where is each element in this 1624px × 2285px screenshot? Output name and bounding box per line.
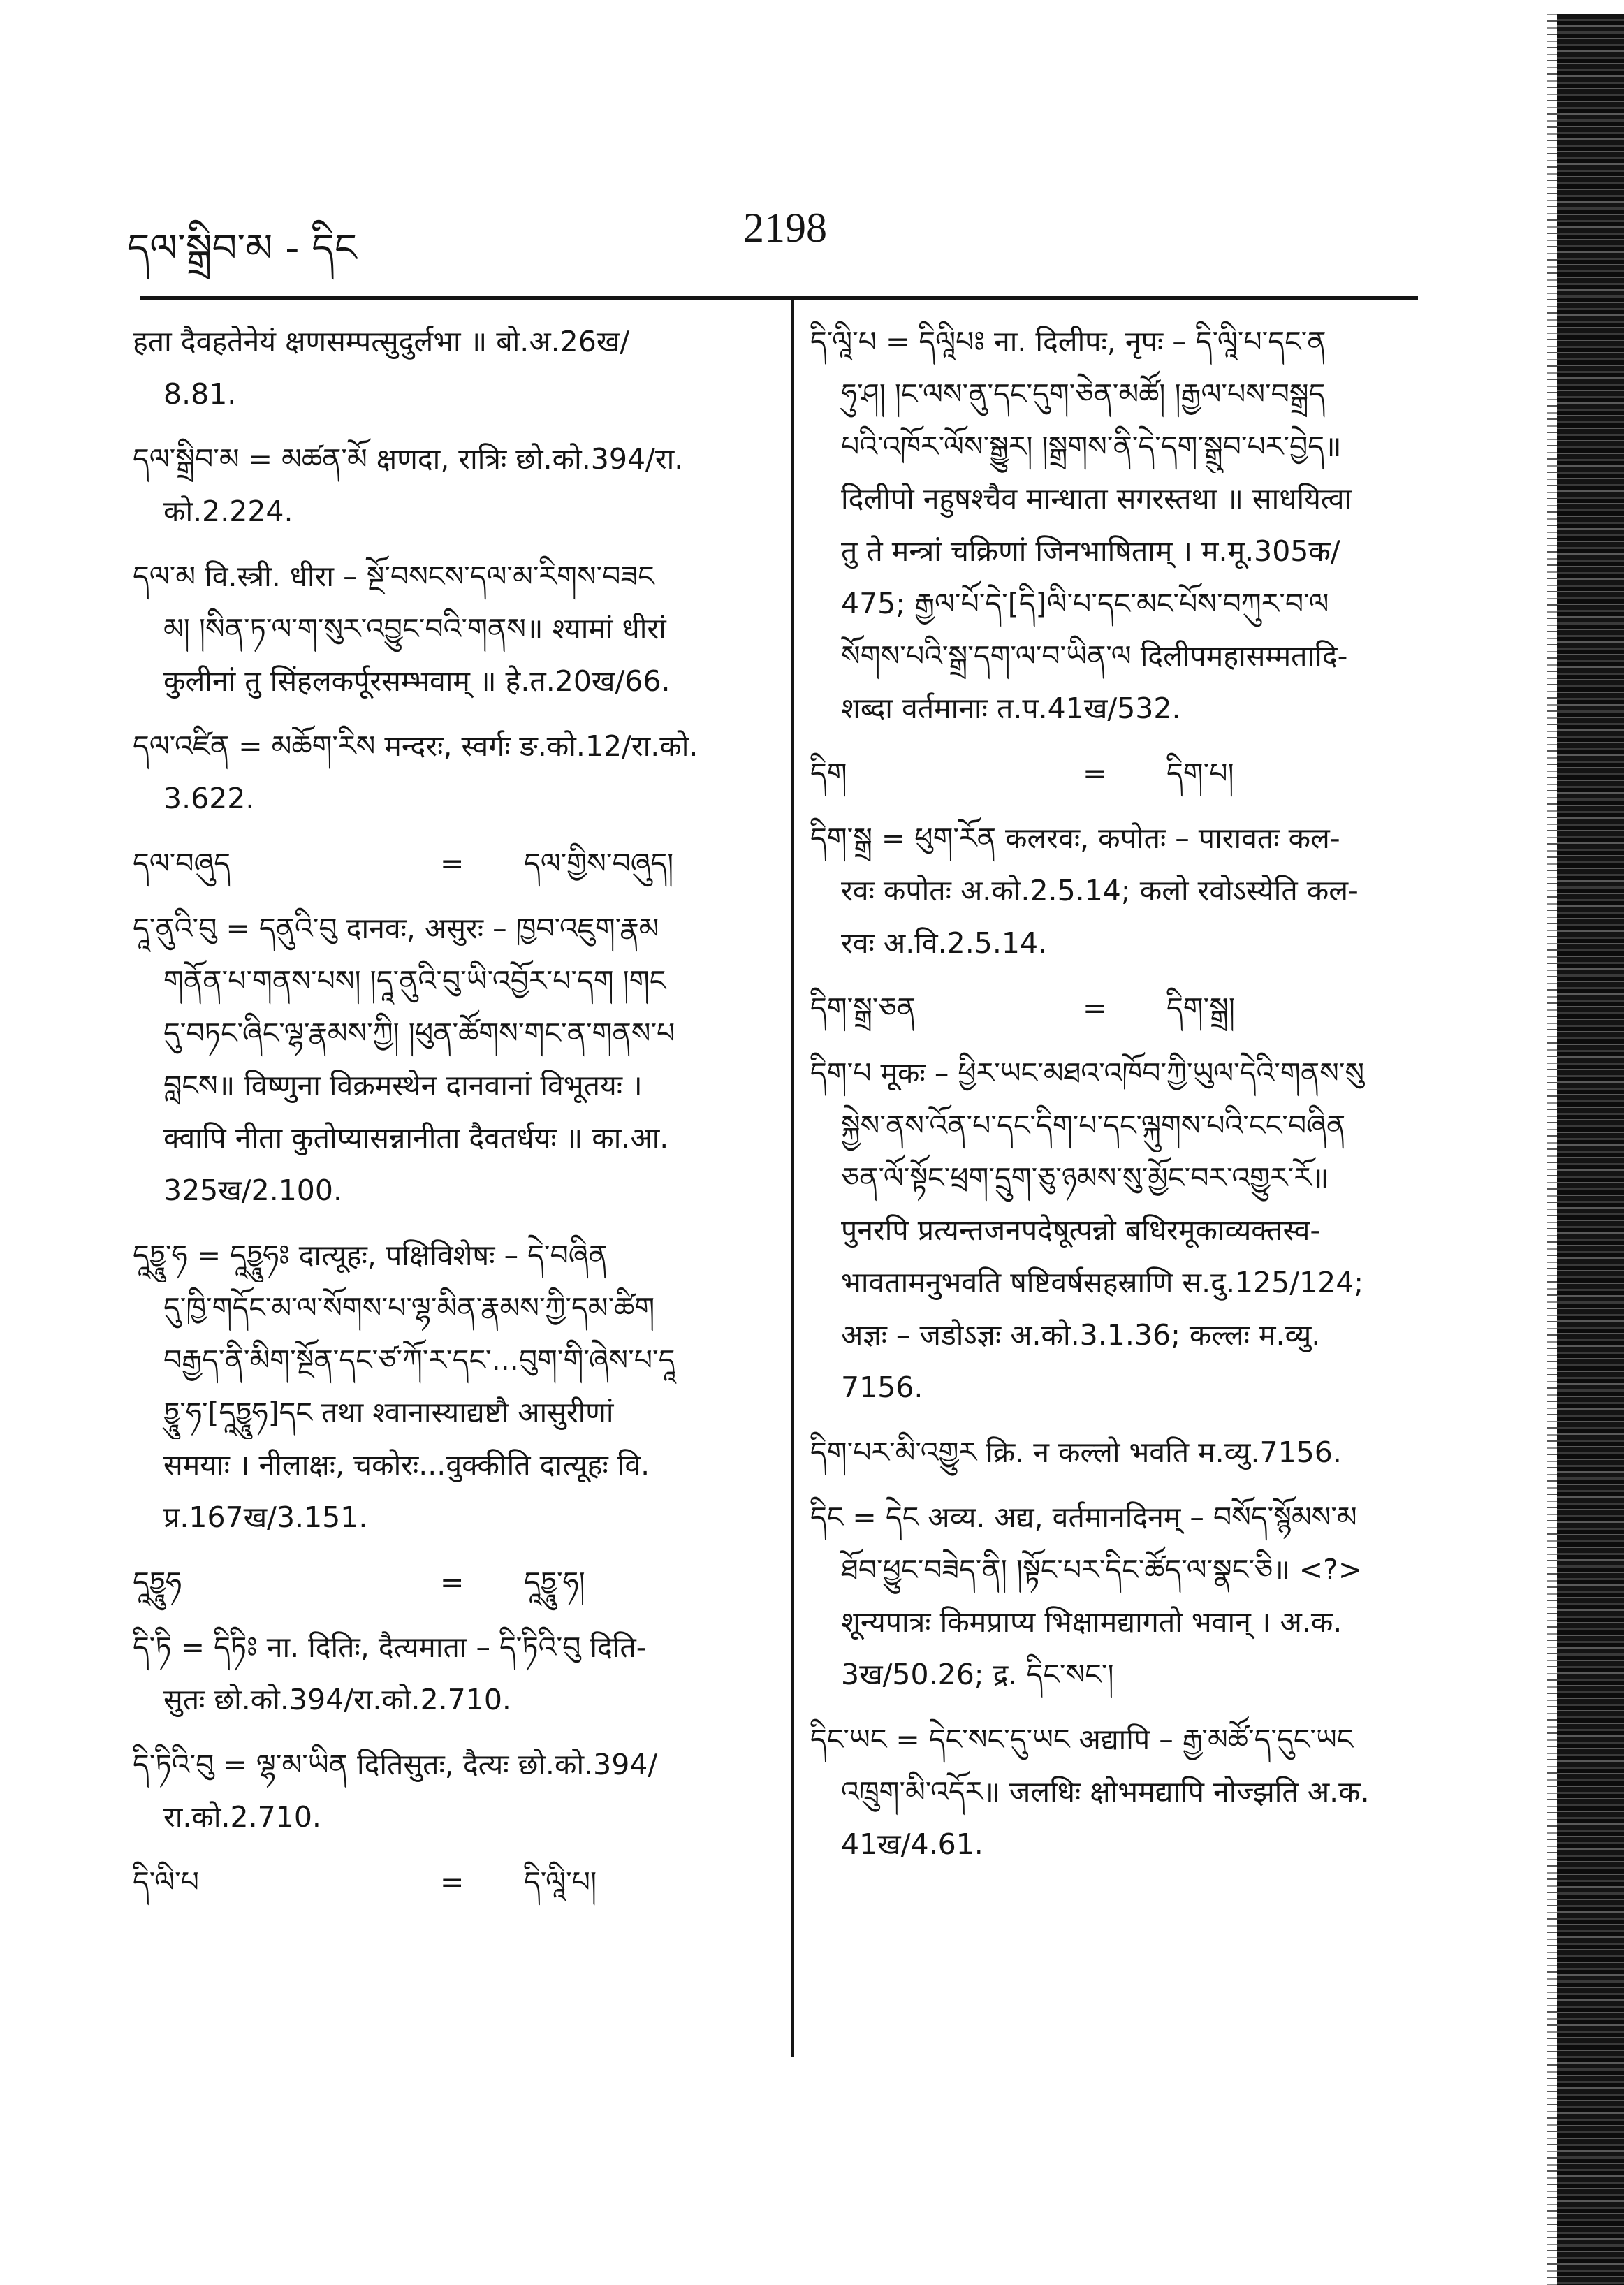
entry-line: སྐྱེས་ནས་འོན་པ་དང་དིག་པ་དང་ལྐུགས་པའི་ངང་བཞིན — [841, 1109, 1346, 1142]
entry-headline: དིག་པ मूकः – ཕྱིར་ཡང་མཐའ་འཁོབ་ཀྱི་ཡུལ་དེའི་གནས་སུ — [810, 1056, 1365, 1090]
entry-line: 7156. — [841, 1371, 923, 1404]
entry-line: अज्ञः – जडोऽज्ञः अ.को.3.1.36; कल्लः म.व्यु. — [841, 1318, 1321, 1352]
entry-line: འཁྲུག་མི་འདོར॥ जलधिः क्षोभमद्यापि नोज्झति अ.क. — [841, 1775, 1370, 1809]
xref-target: དི་ལཱི་པ། — [524, 1865, 597, 1899]
xref-headword: དལ་བཞུད — [133, 847, 231, 880]
entry-line: सुतः छो.को.394/रा.को.2.710. — [163, 1683, 511, 1716]
entry-line: प्र.167ख/3.151. — [163, 1501, 368, 1534]
entry-line: 8.81. — [163, 377, 237, 411]
xref-equals: = — [440, 847, 464, 880]
entry-headline: དིག་སྒྲ = ཕུག་རོན कलरवः, कपोतः – पारावतः कल- — [810, 822, 1340, 855]
cross-reference-entry — [133, 838, 768, 890]
entry-line: 41ख/4.61. — [841, 1827, 983, 1861]
entry-line: ཧུ་ཤ། །ང་ལས་ནུ་དང་དུག་ཅེན་མཚོ། །རྒྱལ་པས་བསྒྲད — [841, 377, 1326, 411]
xref-target: དིག་པ། — [1166, 757, 1234, 790]
entry-line: བརྒྱད་ནི་མིག་སྔོན་དང་ཙ་ཀོ་ར་དང་...བུག་གི་ཞེས་པ་དཱ — [163, 1343, 675, 1377]
entry-line: पुनरपि प्रत्यन्तजनपदेषूत्पन्नो बधिरमूकाव्यक्तस्व- — [841, 1213, 1321, 1247]
entry-line: तु ते मन्त्रां चक्रिणां जिनभाषिताम् । म.मू.305क/ — [841, 534, 1340, 568]
xref-headword: དི་ལི་པ — [133, 1865, 199, 1899]
dictionary-entry — [810, 1426, 1425, 1479]
entry-headline: हता दैवहतेनेयं क्षणसम्पत्सुदुर्लभा ॥ बो.अ.26ख/ — [133, 325, 630, 358]
entry-line: क्वापि नीता कुतोप्यासन्नानीता दैवतर्धयः ॥ का.आ. — [163, 1121, 669, 1155]
entry-line: ཏྱཱུ་ཧ་[དཱཏྱཱུཧ]དང तथा श्वानास्याद्यष्टौ आसुरीणां — [163, 1396, 614, 1429]
xref-equals: = — [440, 1565, 464, 1599]
xref-headword: དིག — [810, 757, 847, 790]
cross-reference-entry — [810, 747, 1425, 800]
entry-line: སོགས་པའི་སྒྲ་དག་ལ་བ་ཡིན་ལ दिलीपमहासम्मतादि- — [841, 639, 1348, 673]
entry-line: को.2.224. — [163, 495, 293, 528]
dictionary-entry — [133, 550, 768, 708]
xref-headword: དཱཏྱཱུཧ — [133, 1565, 182, 1599]
scanned-page-edge — [1557, 14, 1624, 2285]
entry-line: མ། །སིན་ཏ་ལ་ག་སུར་འབྱུང་བའི་གནས॥ श्यामां धीरां — [163, 612, 666, 645]
entry-line: 3.622. — [163, 782, 255, 815]
entry-headline: དིང = དེང अव्य. अद्य, वर्तमानदिनम् – བསོད་སྙོམས་མ — [810, 1501, 1357, 1534]
entry-line: रवः कपोतः अ.को.2.5.14; कलो रवोऽस्येति कल- — [841, 874, 1359, 907]
entry-line: བླངས॥ विष्णुना विक्रमस्थेन दानवानां विभूतयः । — [163, 1069, 643, 1102]
entry-line: रा.को.2.710. — [163, 1800, 321, 1834]
dictionary-entry — [810, 1491, 1425, 1701]
dictionary-entry — [810, 812, 1425, 970]
entry-headline: དི་ཏི = དིཏིཿ ना. दितिः, दैत्यमाता – དི་ཏིའི་བུ दिति- — [133, 1630, 647, 1664]
dictionary-entry — [133, 433, 768, 538]
column-divider — [791, 296, 794, 2057]
entry-line: 325ख/2.100. — [163, 1174, 343, 1207]
xref-equals: = — [1083, 757, 1107, 790]
entry-line: समयाः । नीलाक्षः, चकोरः...वुक्कीति दात्यूहः वि. — [163, 1448, 650, 1482]
running-head: དལ་སྒྲིབ་མ - དིང — [127, 226, 358, 271]
dictionary-entry — [133, 1229, 768, 1544]
cross-reference-entry — [133, 1556, 768, 1609]
entry-line: शून्यपात्रः किमप्राप्य भिक्षामद्यागतो भवान् । अ.क. — [841, 1605, 1343, 1639]
entry-headline: དལ་འཛིན = མཆོག་རིས मन्दरः, स्वर्गः ङ.को.12/रा.को. — [133, 729, 698, 763]
entry-headline: དཱ་ནུའི་བུ = དནུའི་བུ दानवः, असुरः – ཁྱབ་འཇུག་རྣམ — [133, 912, 659, 945]
entry-headline: དི་ཏིའི་བུ = ལྷ་མ་ཡིན दितिसुतः, दैत्यः छो.को.394/ — [133, 1748, 658, 1781]
xref-headword: དིག་སྒྲ་ཅན — [810, 991, 916, 1025]
dictionary-entry — [133, 903, 768, 1217]
entry-line: भावतामनुभवति षष्टिवर्षसहस्राणि स.दु.125/124; — [841, 1266, 1364, 1299]
xref-target: དཱཏྱཱུ་ཧ། — [524, 1565, 585, 1599]
dictionary-entry — [133, 316, 768, 421]
entry-headline: དཱཏྱཱུ་ཧ = དཱཏྱཱུཧཿ दात्यूहः, पक्षिविशेषः – དེ་བཞིན — [133, 1239, 608, 1272]
entry-line: གནོན་པ་གནས་པས། །དཱ་ནུའི་བུ་ཡི་འབྱོར་པ་དག །གང — [163, 964, 666, 998]
entry-line: रवः अ.वि.2.5.14. — [841, 926, 1048, 960]
entry-line: ཐོབ་ཕྱུང་བཟེད་ནི། །སྟོང་པར་དིང་ཚོད་ལ་སྣང་ཅི॥ <?> — [841, 1553, 1363, 1586]
cross-reference-entry — [133, 1856, 768, 1908]
entry-line: དུ་ཁྱི་གདོང་མ་ལ་སོགས་པ་ལྷ་མིན་རྣམས་ཀྱི་དམ་ཚིག — [163, 1291, 655, 1324]
page-header — [0, 204, 1554, 271]
entry-line: शब्दा वर्तमानाः त.प.41ख/532. — [841, 692, 1181, 725]
entry-headline: དིང་ཡང = དེང་སང་དུ་ཡང अद्यापि – རྒྱ་མཚོ་ད་དུང་ཡང — [810, 1723, 1354, 1756]
dictionary-entry — [810, 1047, 1425, 1414]
entry-line: དུ་བཏང་ཞིང་ལྷ་རྣམས་ཀྱི། །ཕུན་ཚོགས་གང་ན་གནས་པ — [163, 1016, 675, 1050]
entry-headline: དལ་སྒྲིབ་མ = མཚན་མོ क्षणदा, रात्रिः छो.को.394/रा. — [133, 442, 684, 476]
xref-equals: = — [440, 1865, 464, 1899]
entry-line: कुलीनां तु सिंहलकर्पूरसम्भवाम् ॥ हे.त.20ख/66. — [163, 664, 671, 698]
entry-headline: དི་ལཱི་པ = དིལཱིཔཿ ना. दिलीपः, नृपः – དི་ལཱི་པ་དང་ན — [810, 325, 1326, 358]
dictionary-entry — [810, 316, 1425, 735]
entry-line: दिलीपो नहुषश्चैव मान्धाता सगरस्तथा ॥ साधयित्वा — [841, 482, 1352, 516]
cross-reference-entry — [810, 982, 1425, 1035]
header-rule — [140, 296, 1418, 300]
entry-line: པའི་འཁོར་ལོས་སྒྱུར། །སྒྲགས་ནི་དེ་དག་སྒྲུབ་པར་བྱེད॥ — [841, 430, 1342, 463]
left-column — [133, 316, 768, 1921]
xref-target: དིག་སྒྲ། — [1166, 991, 1235, 1025]
dictionary-entry — [133, 1621, 768, 1726]
dictionary-entry — [133, 720, 768, 825]
entry-line: 475; རྒྱལ་པོ་དེ་[དི]ལི་པ་དང་མང་པོས་བཀུར་བ་ལ — [841, 587, 1329, 620]
entry-line: ཅན་ལོ་སྟོང་ཕྲག་དྲུག་ཅུ་ཉམས་སུ་མྱོང་བར་འགྱུར་རོ॥ — [841, 1161, 1329, 1195]
xref-target: དལ་གྱིས་བཞུད། — [524, 847, 674, 880]
entry-line: 3ख/50.26; द्र. དིང་སང་། — [841, 1658, 1114, 1691]
dictionary-entry — [810, 1714, 1425, 1871]
dictionary-entry — [133, 1739, 768, 1844]
entry-headline: དིག་པར་མི་འགྱུར क्रि. न कल्लो भवति म.व्यु.7156. — [810, 1436, 1342, 1469]
page-number: 2198 — [743, 205, 827, 251]
right-column — [810, 316, 1425, 1883]
xref-equals: = — [1083, 991, 1107, 1025]
entry-headline: དལ་མ वि.स्त्री. धीरा – སྔོ་བསངས་དལ་མ་རིགས་བཟང — [133, 560, 654, 593]
